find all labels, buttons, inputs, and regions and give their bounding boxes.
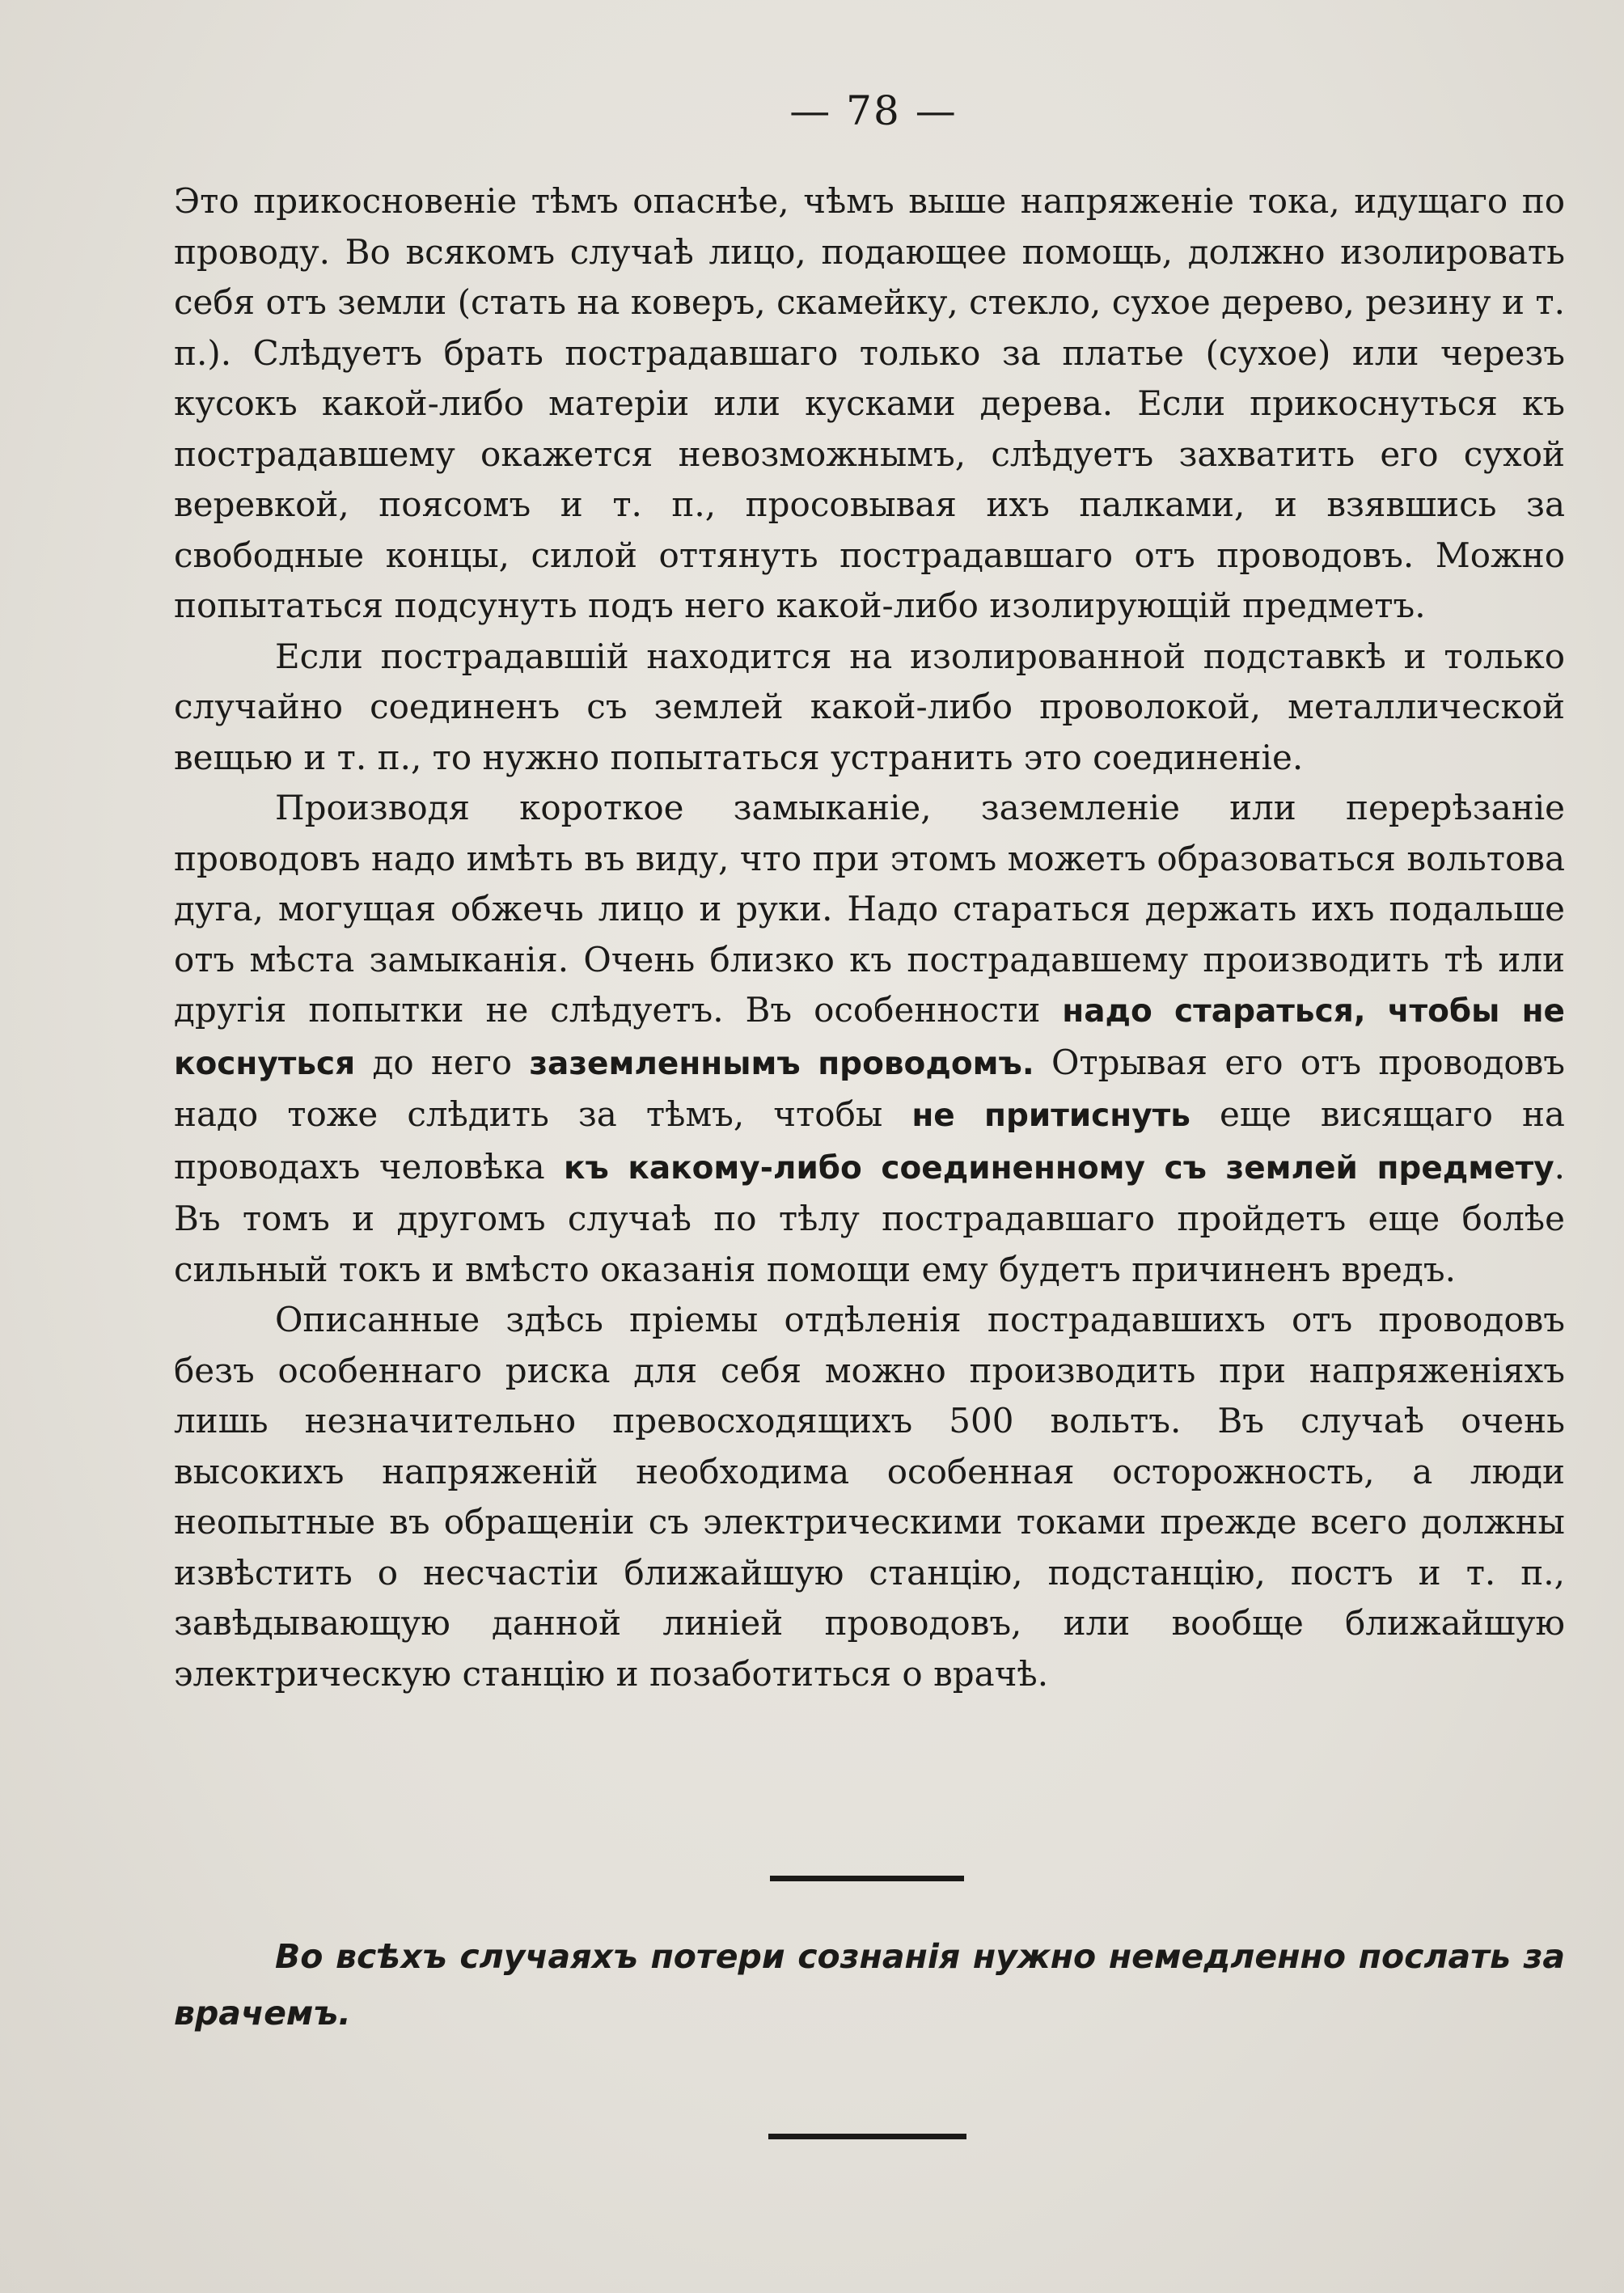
doctor-note [174,1928,1565,2041]
paragraph-3 [174,783,1565,1295]
emphasis-do-not-touch: надо стараться, чтобы не коснуться [174,993,1565,1082]
paragraph-2: Если пострадавшій находится на изолированной подставкѣ и только случайно соединенъ съ землей какой-либо проволокой, металлической вещью и т. п., то нужно попытаться устранить это соединеніе. [174,636,1565,777]
paragraph-1: Это прикосновеніе тѣмъ опаснѣе, чѣмъ выше напряженіе тока, идущаго по проводу. Во всякомъ случаѣ лицо, подающее помощь, должно изолировать себя отъ земли (стать на коверъ, скамейку, стекло, сухое дерево, резину и т. п.). Слѣдуетъ брать пострадавшаго только за платье (сухое) или черезъ кусокъ какой-либо матеріи или кусками дерева. Если прикоснуться къ пострадавшему окажется невозможнымъ, слѣдуетъ захватить его сухой веревкой, поясомъ и т. п., просовывая ихъ палками, и взявшись за свободные концы, силой оттянуть пострадавшаго отъ проводовъ. Можно попытаться подсунуть подъ него какой-либо изолирующій предметъ. [174,181,1565,625]
emphasis-do-not-press: не притиснуть [911,1098,1191,1134]
emphasis-grounded-object: къ какому-либо соединенному съ землей предмету [563,1149,1554,1187]
paragraph-3-text-e: еще висящаго на проводахъ человѣка [174,1094,1565,1187]
paragraph-3-text-d: Отрывая его отъ проводовъ надо тоже слѣдить за тѣмъ, чтобы [174,1042,1566,1134]
paragraph-3-text-a: Производя короткое замыканіе, заземленіе или перерѣзаніе проводовъ надо имѣть въ виду, что при этомъ можетъ образоваться вольтова дуга, могущая обжечь лицо и руки. Надо стараться держать ихъ подальше отъ мѣста замыканія. Очень близко къ пострадавшему производить тѣ или другія попытки не слѣдуетъ. Въ особенности [174,788,1565,1030]
main-text [174,176,1565,1699]
divider-top [770,1876,964,1881]
divider-bottom [768,2134,966,2139]
page-number: — 78 — [789,87,958,134]
emphasis-grounded-wire: заземленнымъ проводомъ. [529,1045,1034,1082]
doctor-note-text: Во всѣхъ случаяхъ потери сознанія нужно немедленно послать за врачемъ. [174,1937,1565,2033]
paragraph-3-text-c: до него [355,1042,530,1082]
paragraph-4: Описанные здѣсь пріемы отдѣленія пострадавшихъ отъ проводовъ безъ особеннаго риска для себя можно производить при напряженіяхъ лишь незначительно превосходящихъ 500 вольтъ. Въ случаѣ очень высокихъ напряженій необходима особенная осторожность, а люди неопытные въ обращеніи съ электрическими токами прежде всего должны извѣстить о несчастіи ближайшую станцію, подстанцію, постъ и т. п., завѣдывающую данной линіей проводовъ, или вообще ближайшую электрическую станцію и позаботиться о врачѣ. [174,1300,1565,1694]
paragraph-3-text-f: . Въ томъ и другомъ случаѣ по тѣлу пострадавшаго пройдетъ еще болѣе сильный токъ и вмѣсто оказанія помощи ему будетъ причиненъ вредъ. [174,1146,1565,1289]
